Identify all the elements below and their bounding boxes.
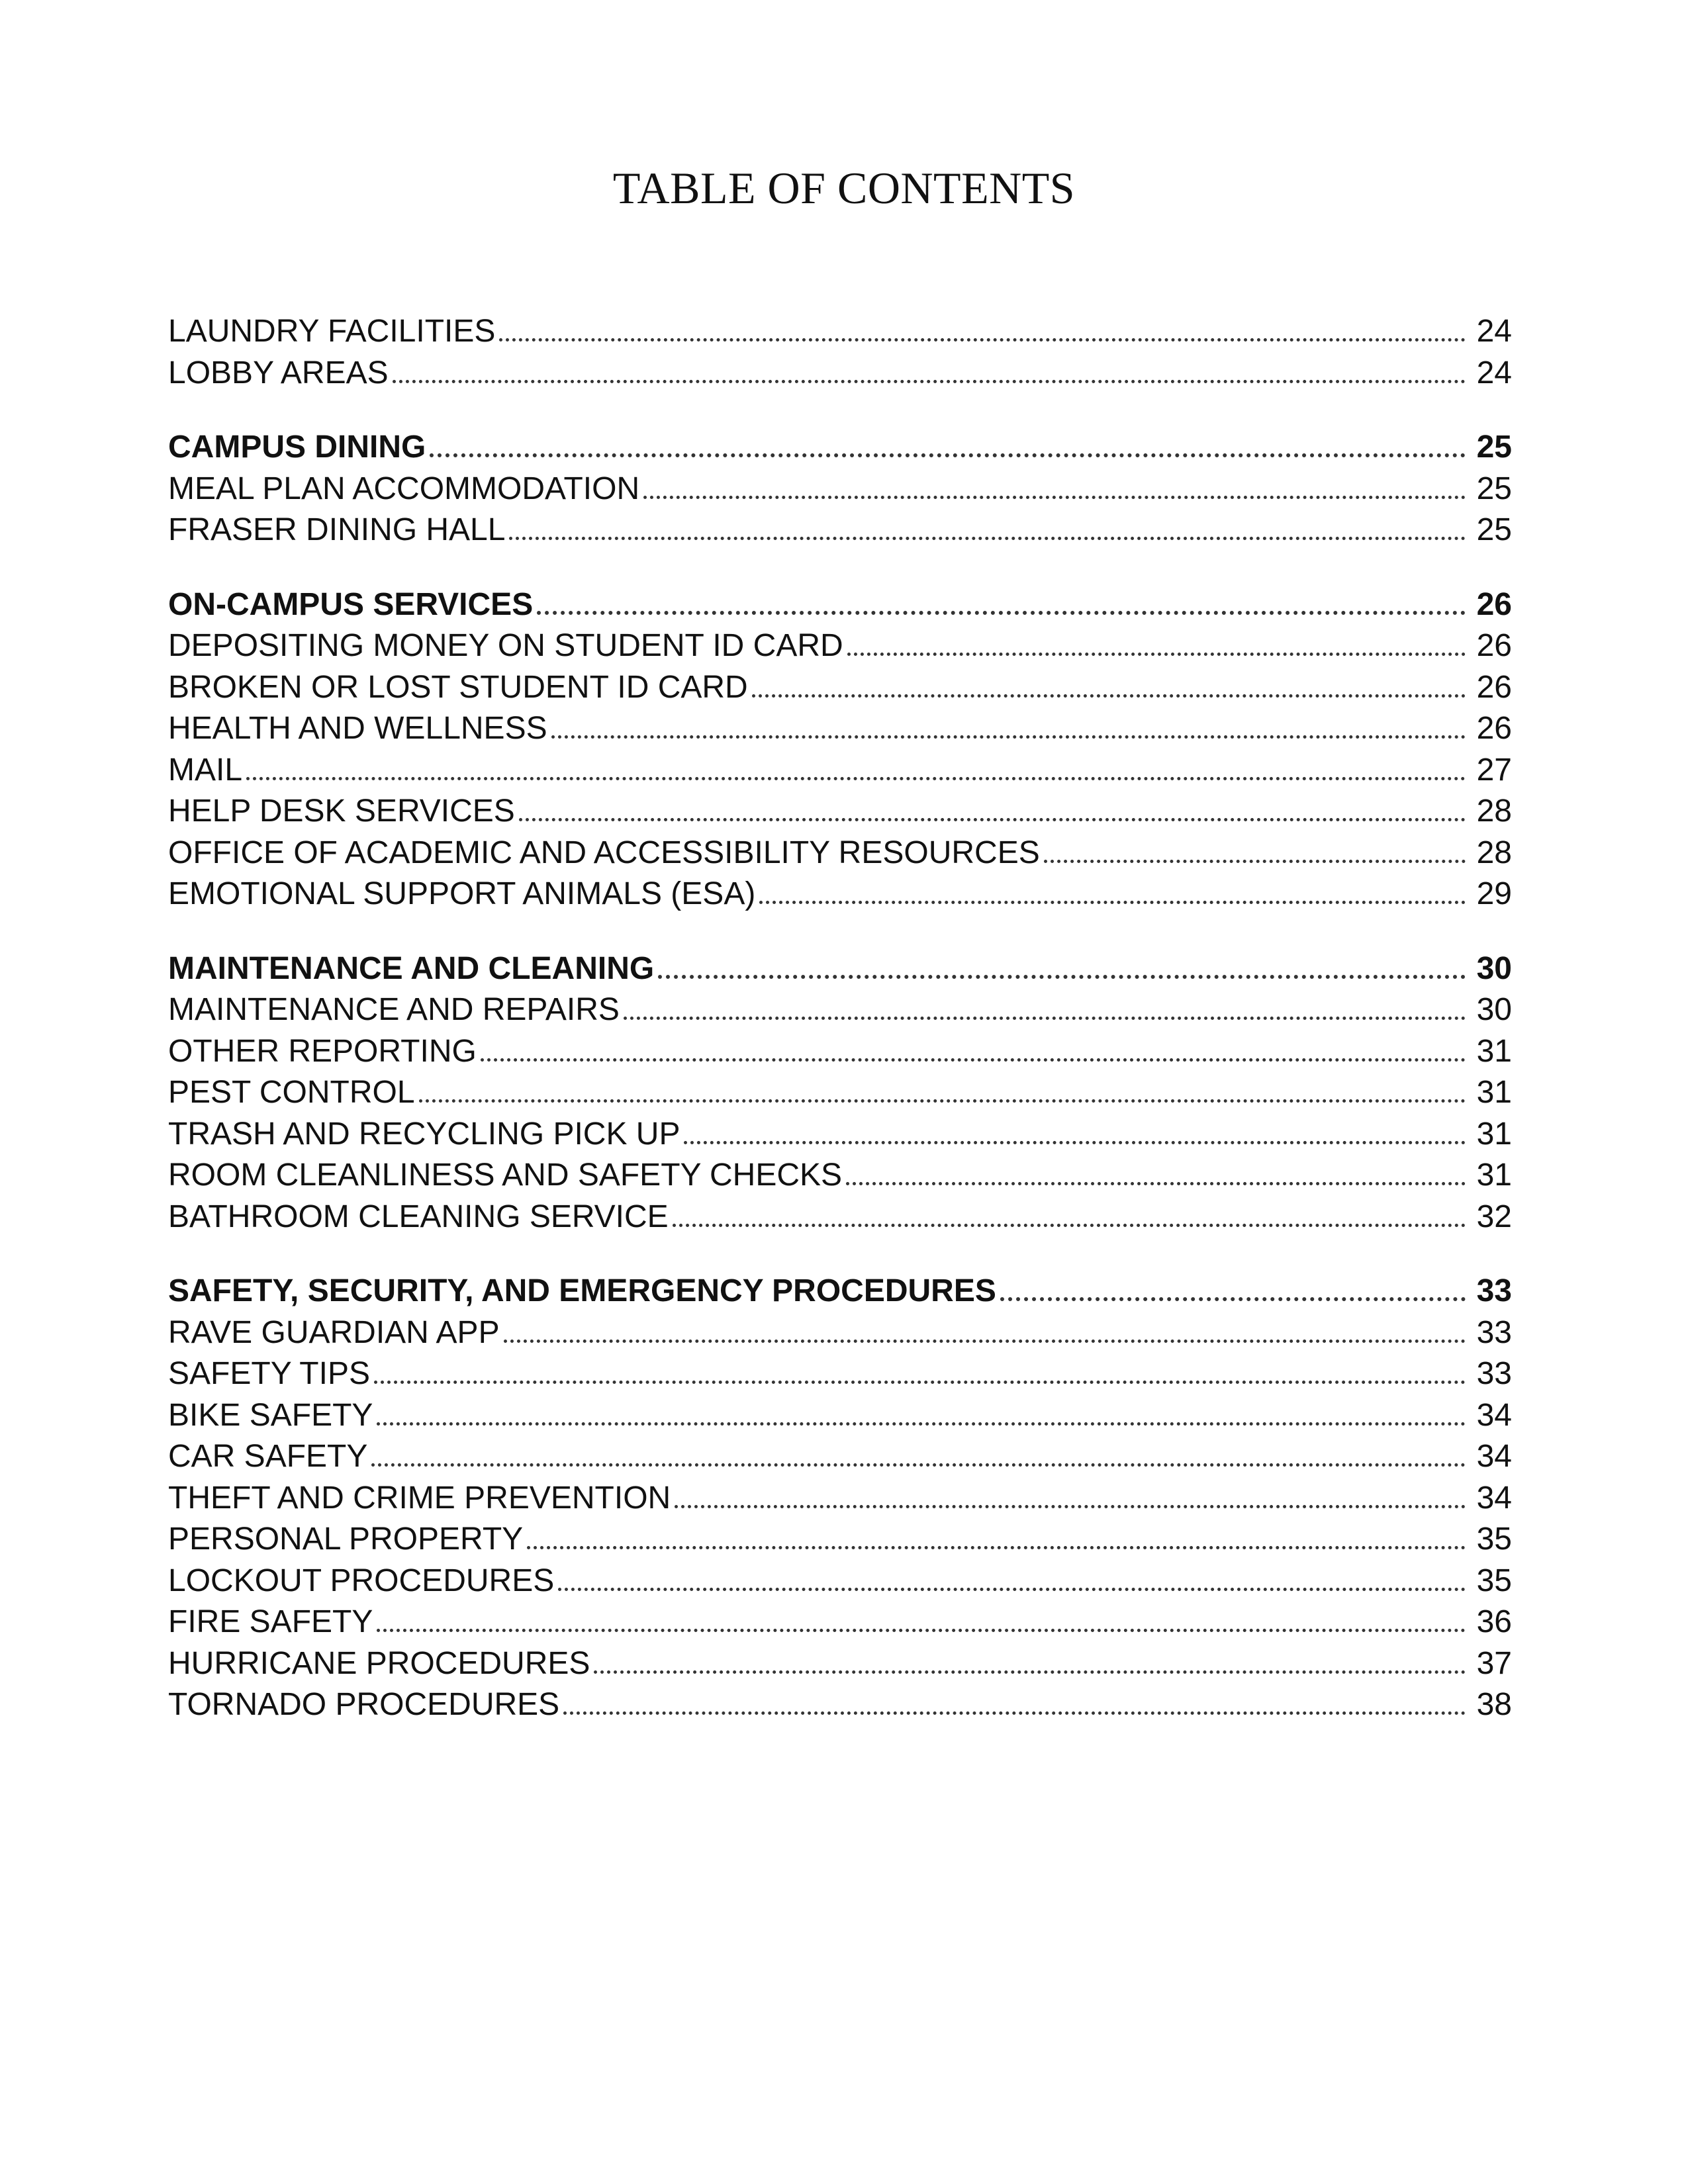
dot-leader: [675, 1505, 1466, 1508]
toc-page-number: 36: [1476, 1604, 1512, 1639]
toc-entry-title: LOBBY AREAS: [168, 355, 389, 390]
toc-page-number: 25: [1476, 471, 1512, 506]
toc-entry: [168, 1478, 1512, 1520]
toc-entry-title: SAFETY, SECURITY, AND EMERGENCY PROCEDURES: [168, 1273, 996, 1308]
toc-page-number: 34: [1476, 1480, 1512, 1516]
toc-entry: [168, 874, 1512, 915]
toc-entry-title: CAR SAFETY: [168, 1439, 368, 1474]
dot-leader: [643, 496, 1466, 499]
toc-entry-title: DEPOSITING MONEY ON STUDENT ID CARD: [168, 628, 843, 663]
toc-entry-title: ROOM CLEANLINESS AND SAFETY CHECKS: [168, 1158, 843, 1193]
dot-leader: [527, 1546, 1466, 1549]
toc-section: [168, 948, 1512, 1238]
toc-page-number: 28: [1476, 794, 1512, 829]
toc-entry-title: HEALTH AND WELLNESS: [168, 711, 547, 746]
toc-section-heading: [168, 1271, 1512, 1312]
toc-section: [168, 311, 1512, 394]
toc-page-number: 26: [1476, 586, 1512, 622]
toc-page-number: 28: [1476, 835, 1512, 870]
toc-entry-title: OTHER REPORTING: [168, 1033, 477, 1069]
toc-entry-title: TORNADO PROCEDURES: [168, 1687, 560, 1722]
toc-entry: [168, 1643, 1512, 1685]
toc-page-number: 38: [1476, 1687, 1512, 1722]
toc-entry: [168, 353, 1512, 394]
dot-leader: [658, 975, 1466, 979]
toc-entry: [168, 311, 1512, 353]
dot-leader: [1044, 860, 1466, 863]
toc-entry: [168, 989, 1512, 1031]
dot-leader: [759, 901, 1466, 904]
toc-entry: [168, 1684, 1512, 1726]
toc-entry-title: EMOTIONAL SUPPORT ANIMALS (ESA): [168, 876, 756, 911]
toc-entry: [168, 1312, 1512, 1354]
toc-entry: [168, 833, 1512, 874]
toc-section-heading: [168, 427, 1512, 469]
toc-page-number: 34: [1476, 1397, 1512, 1433]
toc-entry-title: SAFETY TIPS: [168, 1356, 370, 1391]
toc-entry: [168, 510, 1512, 551]
toc-entry: [168, 667, 1512, 709]
toc-entry: [168, 1072, 1512, 1114]
toc-page-number: 33: [1476, 1314, 1512, 1350]
dot-leader: [504, 1340, 1466, 1343]
toc-page-number: 35: [1476, 1563, 1512, 1598]
toc-entry: [168, 1114, 1512, 1156]
toc-entry: [168, 1436, 1512, 1478]
toc-section-heading: [168, 948, 1512, 990]
toc-entry: [168, 1561, 1512, 1602]
toc-entry-title: CAMPUS DINING: [168, 430, 426, 465]
toc-entry-title: PERSONAL PROPERTY: [168, 1522, 524, 1557]
dot-leader: [246, 777, 1466, 780]
toc-page-number: 26: [1476, 711, 1512, 746]
toc-page-number: 31: [1476, 1158, 1512, 1193]
toc-page-number: 30: [1476, 950, 1512, 986]
toc-entry: [168, 1031, 1512, 1073]
dot-leader: [847, 653, 1466, 656]
dot-leader: [430, 453, 1466, 457]
toc-page-number: 25: [1476, 512, 1512, 547]
dot-leader: [624, 1017, 1466, 1020]
dot-leader: [374, 1381, 1466, 1384]
dot-leader: [377, 1629, 1466, 1632]
dot-leader: [551, 735, 1466, 739]
toc-page-number: 29: [1476, 876, 1512, 911]
dot-leader: [846, 1182, 1466, 1185]
toc-entry: [168, 625, 1512, 667]
toc-page-number: 35: [1476, 1522, 1512, 1557]
dot-leader: [563, 1711, 1466, 1715]
toc-page-number: 27: [1476, 752, 1512, 788]
toc-entry: [168, 791, 1512, 833]
toc-page-number: 37: [1476, 1645, 1512, 1681]
toc-section: [168, 584, 1512, 915]
toc-entry: [168, 469, 1512, 510]
toc-entry-title: PEST CONTROL: [168, 1075, 415, 1110]
toc-entry-title: FIRE SAFETY: [168, 1604, 373, 1639]
table-of-contents: [168, 311, 1512, 1759]
toc-entry-title: LOCKOUT PROCEDURES: [168, 1563, 555, 1598]
dot-leader: [371, 1463, 1466, 1467]
toc-page-number: 25: [1476, 430, 1512, 465]
toc-entry-title: HURRICANE PROCEDURES: [168, 1645, 590, 1681]
toc-page-number: 31: [1476, 1116, 1512, 1152]
toc-entry-title: MAIL: [168, 752, 243, 788]
toc-entry-title: FRASER DINING HALL: [168, 512, 506, 547]
dot-leader: [673, 1224, 1466, 1227]
toc-page-number: 31: [1476, 1075, 1512, 1110]
toc-entry-title: BIKE SAFETY: [168, 1397, 373, 1433]
toc-section: [168, 1271, 1512, 1726]
toc-page-number: 30: [1476, 992, 1512, 1027]
toc-page-number: 26: [1476, 669, 1512, 705]
page-title: TABLE OF CONTENTS: [612, 163, 1076, 213]
toc-entry-title: THEFT AND CRIME PREVENTION: [168, 1480, 671, 1516]
toc-section-heading: [168, 584, 1512, 626]
dot-leader: [419, 1099, 1466, 1103]
toc-entry-title: MEAL PLAN ACCOMMODATION: [168, 471, 640, 506]
toc-entry-title: HELP DESK SERVICES: [168, 794, 515, 829]
dot-leader: [1000, 1297, 1466, 1301]
dot-leader: [594, 1670, 1466, 1674]
dot-leader: [393, 380, 1466, 383]
toc-entry-title: OFFICE OF ACADEMIC AND ACCESSIBILITY RESOURCES: [168, 835, 1040, 870]
toc-entry: [168, 1519, 1512, 1561]
dot-leader: [684, 1141, 1466, 1144]
toc-page-number: 26: [1476, 628, 1512, 663]
toc-entry-title: RAVE GUARDIAN APP: [168, 1314, 500, 1350]
toc-entry: [168, 1602, 1512, 1643]
toc-entry: [168, 1155, 1512, 1197]
toc-entry-title: BROKEN OR LOST STUDENT ID CARD: [168, 669, 748, 705]
toc-entry-title: MAINTENANCE AND CLEANING: [168, 950, 655, 986]
toc-page-number: 34: [1476, 1439, 1512, 1474]
toc-entry: [168, 1395, 1512, 1437]
toc-entry-title: TRASH AND RECYCLING PICK UP: [168, 1116, 680, 1152]
toc-page-number: 33: [1476, 1356, 1512, 1391]
dot-leader: [558, 1588, 1466, 1591]
dot-leader: [509, 537, 1466, 540]
toc-entry-title: ON-CAMPUS SERVICES: [168, 586, 534, 622]
dot-leader: [377, 1422, 1466, 1426]
toc-page-number: 31: [1476, 1033, 1512, 1069]
toc-entry-title: LAUNDRY FACILITIES: [168, 314, 496, 349]
toc-entry-title: MAINTENANCE AND REPAIRS: [168, 992, 620, 1027]
toc-entry: [168, 1353, 1512, 1395]
toc-entry: [168, 750, 1512, 792]
toc-entry-title: BATHROOM CLEANING SERVICE: [168, 1199, 669, 1234]
dot-leader: [481, 1058, 1466, 1062]
dot-leader: [537, 611, 1466, 615]
toc-page-number: 24: [1476, 314, 1512, 349]
toc-entry: [168, 708, 1512, 750]
toc-page-number: 33: [1476, 1273, 1512, 1308]
toc-section: [168, 427, 1512, 551]
toc-page-number: 32: [1476, 1199, 1512, 1234]
dot-leader: [519, 818, 1466, 821]
toc-page-number: 24: [1476, 355, 1512, 390]
dot-leader: [499, 338, 1466, 341]
toc-entry: [168, 1197, 1512, 1238]
dot-leader: [752, 694, 1466, 698]
